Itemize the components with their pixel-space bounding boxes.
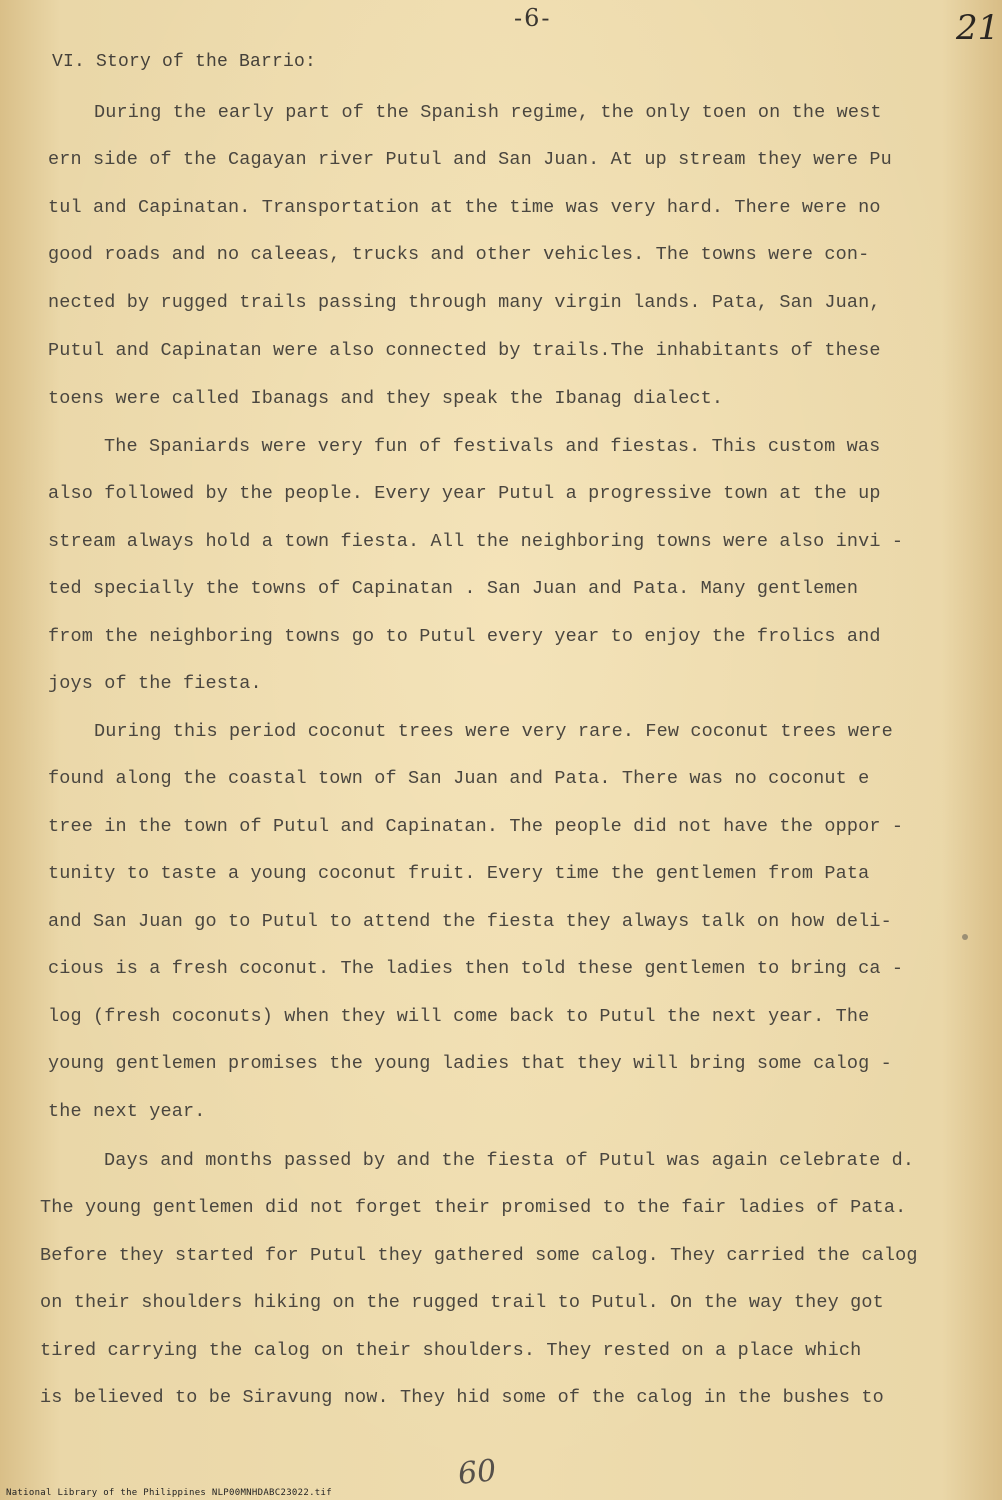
text-line: The young gentlemen did not forget their promised to the fair ladies of Pata. [40,1197,907,1218]
ink-spot [962,934,968,940]
folio-mark: 21 [956,8,1000,48]
text-line: on their shoulders hiking on the rugged trail to Putul. On the way they got [40,1292,884,1313]
text-line: ern side of the Cagayan river Putul and San Juan. At up stream they were Pu [48,149,892,170]
text-line: good roads and no caleeas, trucks and other vehicles. The towns were con- [48,244,870,265]
text-line: joys of the fiesta. [48,673,262,694]
text-line: also followed by the people. Every year Putul a progressive town at the up [48,483,881,504]
text-line: During this period coconut trees were very rare. Few coconut trees were [94,721,893,742]
text-line: from the neighboring towns go to Putul every year to enjoy the frolics and [48,626,881,647]
text-line: tired carrying the calog on their shoulders. They rested on a place which [40,1340,862,1361]
text-line: Putul and Capinatan were also connected by trails.The inhabitants of these [48,340,881,361]
text-line: cious is a fresh coconut. The ladies then told these gentlemen to bring ca - [48,958,904,979]
handwritten-note: 60 [456,1453,498,1492]
footer-source: National Library of the Philippines NLP00MNHDABC23022.tif [6,1488,332,1498]
text-line: tul and Capinatan. Transportation at the time was very hard. There were no [48,197,881,218]
text-line: ted specially the towns of Capinatan . San Juan and Pata. Many gentlemen [48,578,859,599]
text-line: stream always hold a town fiesta. All the neighboring towns were also invi - [48,531,904,552]
text-line: young gentlemen promises the young ladies that they will bring some calog - [48,1053,892,1074]
text-line: Before they started for Putul they gathered some calog. They carried the calog [40,1245,918,1266]
text-line: nected by rugged trails passing through many virgin lands. Pata, San Juan, [48,292,881,313]
section-heading: VI. Story of the Barrio: [52,52,317,72]
text-line: toens were called Ibanags and they speak the Ibanag dialect. [48,388,724,409]
text-line: the next year. [48,1101,206,1122]
text-line: is believed to be Siravung now. They hid some of the calog in the bushes to [40,1387,884,1408]
text-line: During the early part of the Spanish regime, the only toen on the west [94,102,882,123]
text-line: tunity to taste a young coconut fruit. Every time the gentlemen from Pata [48,863,870,884]
text-line: found along the coastal town of San Juan and Pata. There was no coconut e [48,768,870,789]
text-line: Days and months passed by and the fiesta of Putul was again celebrate d. [104,1150,915,1171]
text-line: log (fresh coconuts) when they will come back to Putul the next year. The [48,1006,870,1027]
page-number: -6- [514,4,552,32]
text-line: tree in the town of Putul and Capinatan. The people did not have the oppor - [48,816,904,837]
text-line: The Spaniards were very fun of festivals and fiestas. This custom was [104,436,881,457]
text-line: and San Juan go to Putul to attend the fiesta they always talk on how deli- [48,911,892,932]
